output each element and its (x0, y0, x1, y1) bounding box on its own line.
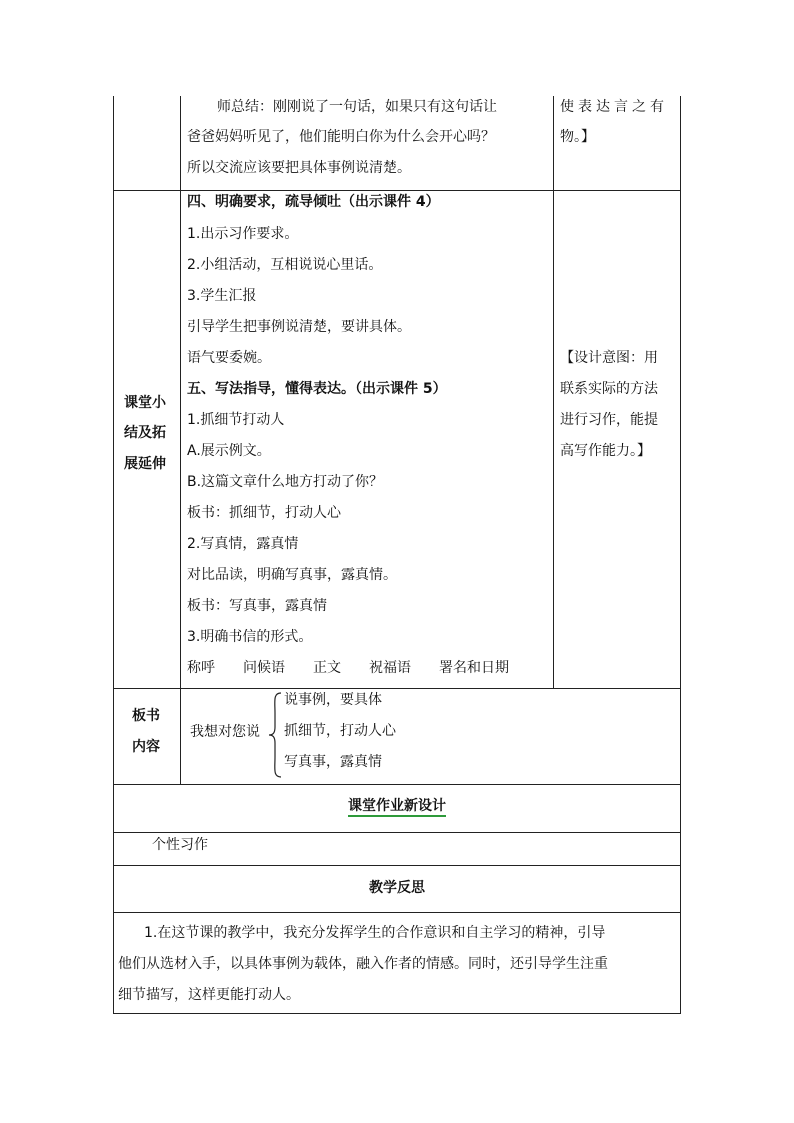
row2-content-line: 板书：抓细节，打动人心 (187, 505, 341, 521)
row1-content-line-3: 所以交流应该要把具体事例说清楚。 (187, 160, 411, 176)
row2-content-line: B.这篇文章什么地方打动了你？ (187, 474, 384, 490)
row2-content-line: A.展示例文。 (187, 443, 271, 459)
row-divider-6 (113, 912, 681, 913)
homework-title: 课堂作业新设计 (348, 798, 446, 817)
row2-note-line-4: 高写作能力。】 (560, 443, 651, 459)
row1-note-line-2: 物。】 (560, 129, 595, 145)
board-lead-text: 我想对您说 (190, 724, 260, 740)
row2-content-line: 1.出示习作要求。 (187, 226, 299, 242)
column-divider-1 (180, 96, 181, 784)
row2-note-line-3: 进行习作，能提 (560, 412, 658, 428)
row1-content-line-1: 师总结：刚刚说了一句话，如果只有这句话让 (217, 99, 497, 115)
board-item-2: 抓细节，打动人心 (284, 723, 396, 739)
row2-content-line: 引导学生把事例说清楚，要讲具体。 (187, 319, 411, 335)
row2-note-line-2: 联系实际的方法 (560, 381, 658, 397)
row-divider-5 (113, 865, 681, 866)
curly-brace-icon (268, 691, 282, 779)
row2-label-line-2: 结及拓 (124, 425, 166, 441)
row-divider-4 (113, 832, 681, 833)
row-divider-3 (113, 784, 681, 785)
board-item-3: 写真事，露真情 (284, 754, 382, 770)
row2-note-line-1: 【设计意图：用 (560, 350, 658, 366)
row3-label-line-2: 内容 (132, 739, 160, 755)
reflection-line-1: 1.在这节课的教学中，我充分发挥学生的合作意识和自主学习的精神，引导 (144, 925, 606, 941)
column-divider-2 (553, 96, 554, 688)
homework-content: 个性习作 (152, 837, 208, 853)
row2-content-line: 3.明确书信的形式。 (187, 629, 313, 645)
row2-content-line: 语气要委婉。 (187, 350, 271, 366)
row2-content-line: 对比品读，明确写真事，露真情。 (187, 567, 397, 583)
row2-content-line: 1.抓细节打动人 (187, 412, 285, 428)
reflection-line-3: 细节描写，这样更能打动人。 (118, 987, 300, 1003)
row2-label-line-1: 课堂小 (124, 395, 166, 411)
reflection-line-2: 他们从选材入手，以具体事例为载体，融入作者的情感。同时，还引导学生注重 (118, 956, 608, 972)
row-divider-2 (113, 688, 681, 689)
row2-content-line: 3.学生汇报 (187, 288, 257, 304)
reflection-title: 教学反思 (369, 880, 425, 896)
row-divider-1 (113, 190, 681, 191)
letter-format-line: 称呼 问候语 正文 祝福语 署名和日期 (187, 660, 509, 676)
row1-content-line-2: 爸爸妈妈听见了，他们能明白你为什么会开心吗？ (187, 129, 495, 145)
row1-note-line-1: 使表达言之有 (560, 99, 668, 115)
section-heading-five: 五、写法指导，懂得表达。（出示课件 5） (187, 381, 447, 397)
table-border-right (680, 96, 681, 1014)
section-heading-four: 四、明确要求，疏导倾吐（出示课件 4） (187, 194, 440, 210)
table-border-bottom (113, 1013, 681, 1014)
homework-title-wrap (113, 796, 681, 816)
board-item-1: 说事例，要具体 (284, 692, 382, 708)
row2-content-line: 2.写真情，露真情 (187, 536, 299, 552)
row2-content-line: 板书：写真事，露真情 (187, 598, 327, 614)
row2-content-line: 2.小组活动，互相说说心里话。 (187, 257, 383, 273)
row2-label-line-3: 展延伸 (124, 456, 166, 472)
table-border-left (113, 96, 114, 1014)
row3-label-line-1: 板书 (132, 708, 160, 724)
